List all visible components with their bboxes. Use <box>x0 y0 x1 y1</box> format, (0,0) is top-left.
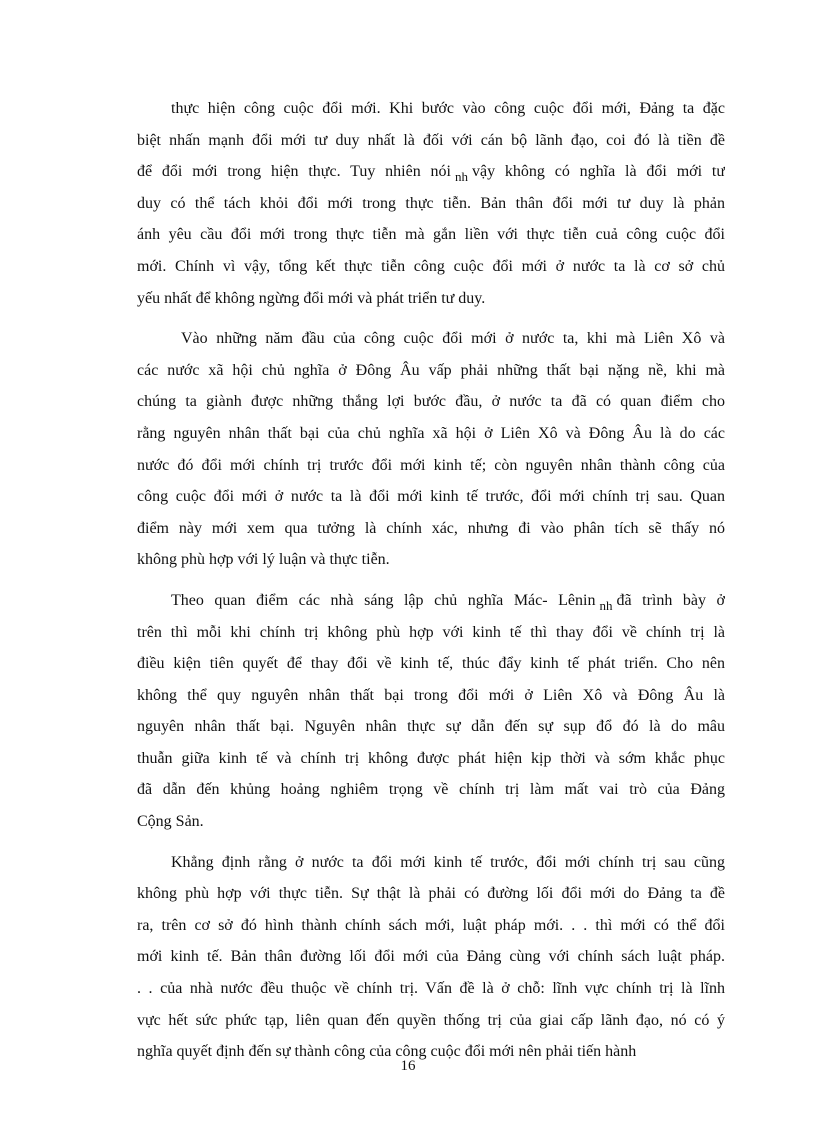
text-line: . . của nhà nước đều thuộc về chính trị. Vấn đề là ở chỗ: lĩnh vực chính trị là lĩnh <box>137 980 725 998</box>
text-line: ra, trên cơ sở đó hình thành chính sách mới, luật pháp mới. . . thì mới có thể đổi <box>137 916 725 934</box>
paragraph <box>137 93 725 314</box>
page-number: 16 <box>400 1058 416 1074</box>
text-line: mới kinh tế. Bản thân đường lối đổi mới của Đảng cùng với chính sách luật pháp. <box>137 948 725 966</box>
text-line: các nước xã hội chủ nghĩa ở Đông Âu vấp phải những thất bại nặng nề, khi mà <box>137 361 725 379</box>
paragraph <box>137 847 725 1068</box>
text-line <box>137 585 725 617</box>
text-line: duy có thể tách khỏi đổi mới trong thực tiễn. Bản thân đổi mới tư duy là phản <box>137 194 725 212</box>
text-line: yếu nhất để không ngừng đổi mới và phát triển tư duy. <box>137 289 486 307</box>
subscript-fragment: nh <box>454 169 468 185</box>
text-line: trên thì mỗi khi chính trị không phù hợp với kinh tế thì thay đổi về chính trị là <box>137 623 725 641</box>
text-line: Vào những năm đầu của công cuộc đổi mới ở nước ta, khi mà Liên Xô và <box>181 330 725 348</box>
body-text <box>137 93 725 1068</box>
text-line: không phù hợp với thực tiễn. Sự thật là phải có đường lối đổi mới do Đảng ta đề <box>137 885 725 903</box>
line-segment: đã trình bày ở <box>616 591 725 609</box>
text-line: chúng ta giành được những thắng lợi bước đầu, ở nước ta đã có quan điểm cho <box>137 393 725 411</box>
text-line: không phù hợp với lý luận và thực tiễn. <box>137 551 390 569</box>
text-line: thực hiện công cuộc đổi mới. Khi bước vào công cuộc đổi mới, Đảng ta đặc <box>171 100 725 117</box>
paragraph <box>137 585 725 838</box>
text-line: vực hết sức phức tạp, liên quan đến quyền thống trị của giai cấp lãnh đạo, nó có ý <box>137 1011 725 1029</box>
text-line: công cuộc đổi mới ở nước ta là đổi mới kinh tế trước, đổi mới chính trị sau. Quan <box>137 488 725 506</box>
text-line: Khẳng định rằng ở nước ta đổi mới kinh tế trước, đổi mới chính trị sau cũng <box>171 853 725 871</box>
text-line: mới. Chính vì vậy, tổng kết thực tiễn công cuộc đổi mới ở nước ta là cơ sở chủ <box>137 257 725 275</box>
text-line: không thể quy nguyên nhân thất bại trong đổi mới ở Liên Xô và Đông Âu là <box>137 686 725 704</box>
text-line: biệt nhấn mạnh đổi mới tư duy nhất là đối với cán bộ lãnh đạo, coi đó là tiền đề <box>137 131 725 149</box>
text-line: Cộng Sản. <box>137 813 204 831</box>
paragraph <box>137 323 725 576</box>
line-segment: để đổi mới trong hiện thực. Tuy nhiên nói <box>137 163 451 181</box>
text-line: đã dẫn đến khủng hoảng nghiêm trọng về chính trị làm mất vai trò của Đảng <box>137 781 725 799</box>
text-line: thuẫn giữa kinh tế và chính trị không được phát hiện kịp thời và sớm khắc phục <box>137 749 725 767</box>
subscript-fragment: nh <box>599 597 613 613</box>
text-line: rằng nguyên nhân thất bại của chủ nghĩa xã hội ở Liên Xô và Đông Âu là do các <box>137 424 725 442</box>
text-line: điều kiện tiên quyết để thay đổi về kinh tế, thúc đẩy kinh tế phát triển. Cho nên <box>137 655 725 673</box>
text-line: nguyên nhân thất bại. Nguyên nhân thực sự dẫn đến sự sụp đổ đó là do mâu <box>137 718 725 736</box>
text-line: nước đó đổi mới chính trị trước đổi mới kinh tế; còn nguyên nhân thành công của <box>137 456 725 474</box>
text-line <box>137 156 725 188</box>
text-line: điểm này mới xem qua tưởng là chính xác, nhưng đi vào phân tích sẽ thấy nó <box>137 519 725 537</box>
line-segment: Theo quan điểm các nhà sáng lập chủ nghĩa Mác- Lênin <box>171 591 596 609</box>
text-line: ánh yêu cầu đổi mới trong thực tiễn mà gắn liền với thực tiễn cuả công cuộc đổi <box>137 226 725 244</box>
text-line: nghĩa quyết định đến sự thành công của công cuộc đổi mới nên phải tiến hành <box>137 1043 637 1061</box>
line-segment: vậy không có nghĩa là đổi mới tư <box>471 163 725 181</box>
